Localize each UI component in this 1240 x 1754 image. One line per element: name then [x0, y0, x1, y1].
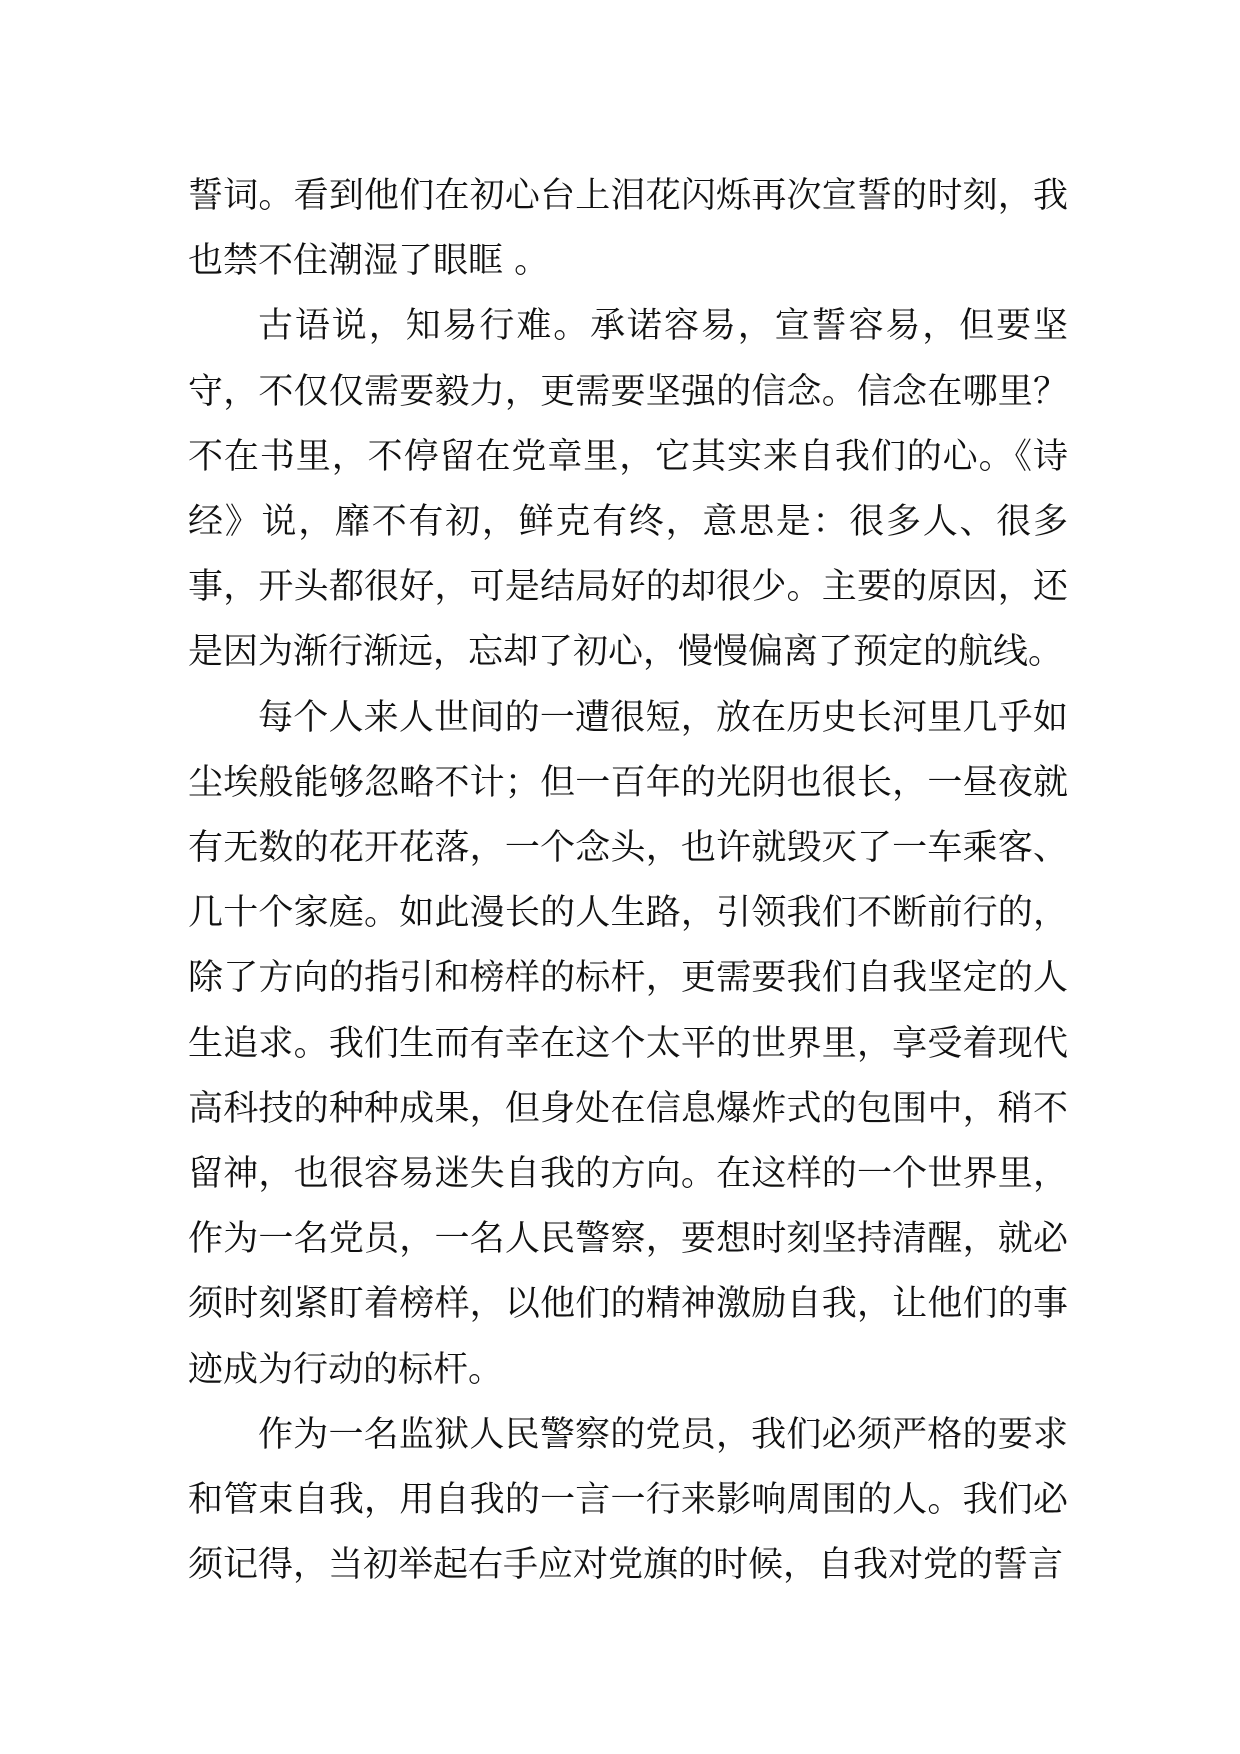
document-body [188, 164, 1068, 1598]
paragraph-3: 每个人来人世间的一遭很短，放在历史长河里几乎如尘埃般能够忽略不计；但一百年的光阴也很长，一昼夜就有无数的花开花落，一个念头，也许就毁灭了一车乘客、几十个家庭。如此漫长的人生路，引领我们不断前行的，除了方向的指引和榜样的标杆，更需要我们自我坚定的人生追求。我们生而有幸在这个太平的世界里，享受着现代高科技的种种成果，但身处在信息爆炸式的包围中，稍不留神，也很容易迷失自我的方向。在这样的一个世界里，作为一名党员，一名人民警察，要想时刻坚持清醒，就必须时刻紧盯着榜样，以他们的精神激励自我，让他们的事迹成为行动的标杆。 [188, 697, 1068, 1390]
paragraph-2: 古语说，知易行难。承诺容易，宣誓容易，但要坚守，不仅仅需要毅力，更需要坚强的信念。信念在哪里？不在书里，不停留在党章里，它其实来自我们的心。《诗经》说，靡不有初，鲜克有终，意思是：很多人、很多事，开头都很好，可是结局好的却很少。主要的原因，还是因为渐行渐远，忘却了初心，慢慢偏离了预定的航线。 [188, 306, 1068, 673]
paragraph-4: 作为一名监狱人民警察的党员，我们必须严格的要求和管束自我，用自我的一言一行来影响周围的人。我们必须记得，当初举起右手应对党旗的时候，自我对党的誓言 [188, 1414, 1068, 1586]
paragraph-1: 誓词。看到他们在初心台上泪花闪烁再次宣誓的时刻，我也禁不住潮湿了眼眶 。 [188, 176, 1068, 282]
